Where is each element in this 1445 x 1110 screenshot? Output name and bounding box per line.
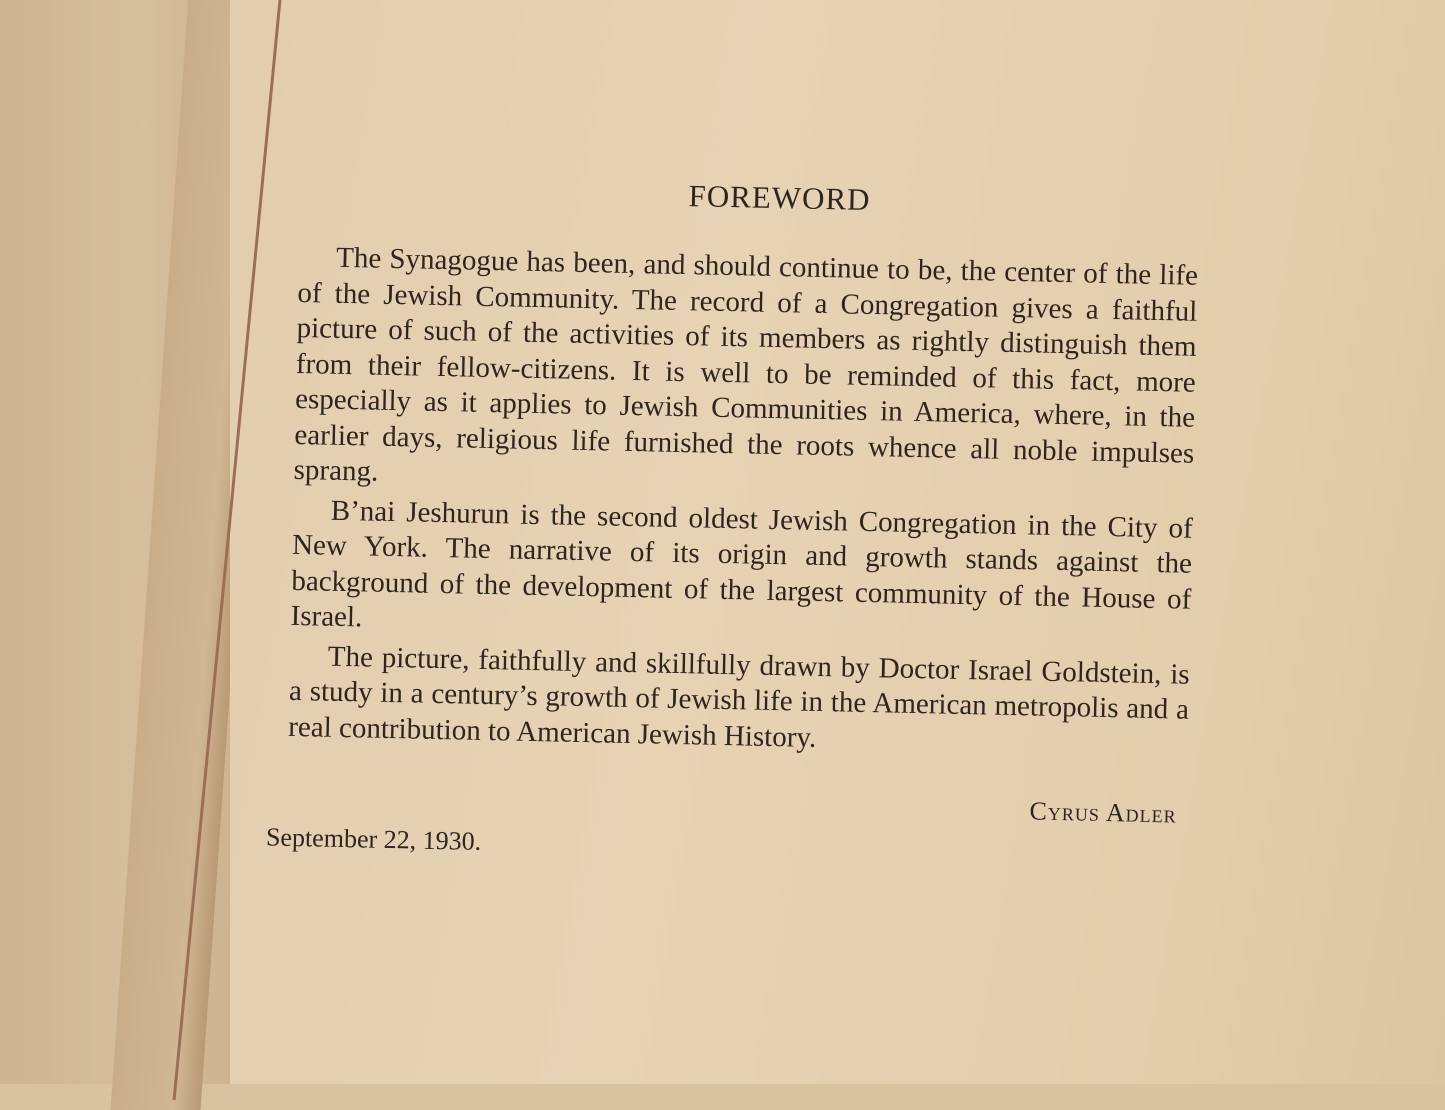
paragraph-2: B’nai Jeshurun is the second oldest Jewish Congregation in the City of New York. The narrative of its origin and growth stands against the background of the development of the largest community of the House of Israel. [290,494,1194,634]
date: September 22, 1930. [265,822,482,856]
foreword-text-block [265,170,1200,872]
page-title: FOREWORD [688,178,871,217]
signature: Cyrus Adler [1029,796,1178,829]
paragraph-1: The Synagogue has been, and should continue to be, the center of the life of the Jewish Community. The record of a Congregation gives a faithful picture of such of the activities of its members as rightly distinguish them from their fellow-citizens. It is well to be reminded of this fact, more especially as it applies to Jewish Communities in America, where, in the earlier days, religious life furnished the roots whence all noble impulses sprang. [293,241,1199,488]
paragraph-3: The picture, faithfully and skillfully drawn by Doctor Israel Goldstein, is a study in a century’s growth of Jewish life in the American metropolis and a real contribution to American Jewish History. [288,640,1190,754]
